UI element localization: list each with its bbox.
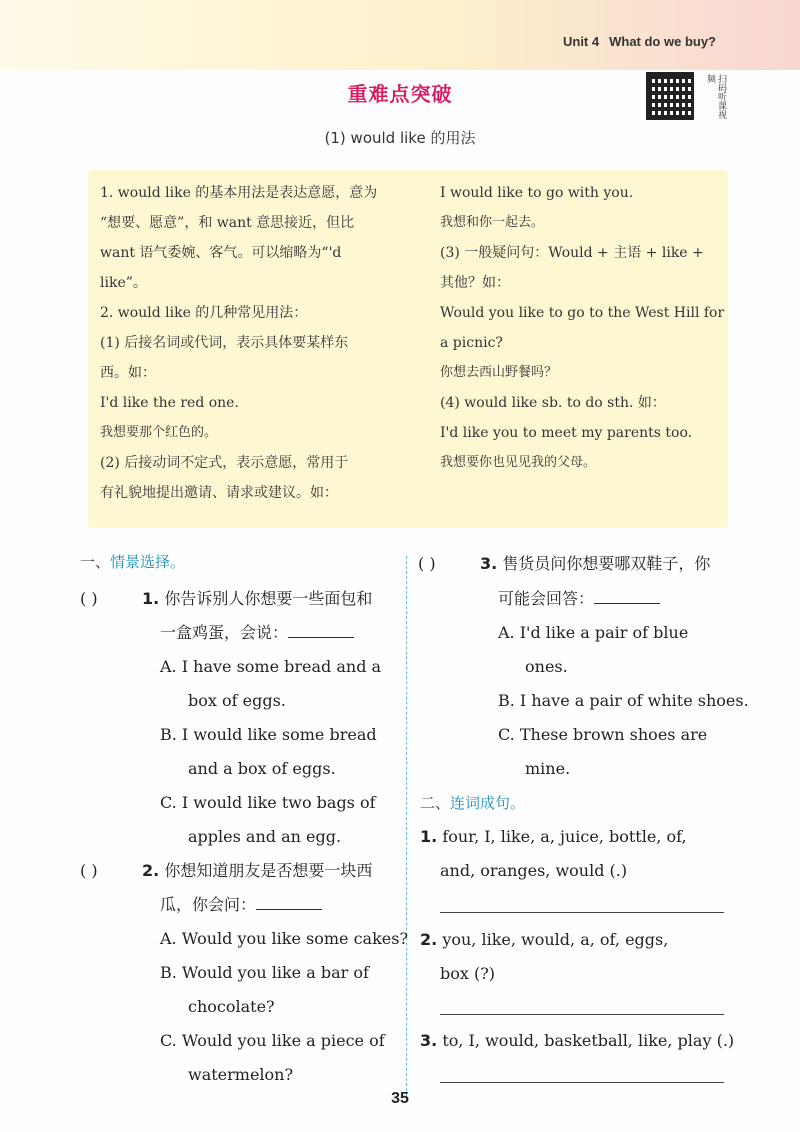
q3-option-a-cont: ones.: [525, 657, 568, 676]
answer-blank[interactable]: [256, 892, 322, 910]
question-text: 售货员问你想要哪双鞋子，你: [502, 554, 711, 573]
note-line: 你想去西山野餐吗？: [440, 365, 558, 380]
answer-blank[interactable]: [594, 586, 660, 604]
question-text: 瓜，你会问：: [160, 895, 257, 914]
note-line: 2. would like 的几种常见用法：: [100, 305, 308, 321]
note-line: 其他？如：: [440, 275, 510, 291]
notes-right-column: [440, 178, 725, 478]
q2-option-c: C. Would you like a piece of: [160, 1031, 385, 1050]
page-number: 35: [391, 1090, 409, 1107]
q3-option-c: C. These brown shoes are: [498, 725, 708, 744]
item-number: 1.: [420, 827, 438, 846]
question-2-line2: [160, 888, 322, 922]
q1-option-a-cont: box of eggs.: [188, 691, 286, 710]
note-line: 1. would like 的基本用法是表达意愿，意为: [100, 185, 378, 201]
question-1: [80, 582, 400, 616]
note-line: I'd like the red one.: [100, 395, 239, 411]
notes-left-column: [100, 178, 406, 508]
item-number: 2.: [420, 930, 438, 949]
answer-line[interactable]: [440, 912, 724, 913]
q2-option-b-cont: chocolate?: [188, 997, 275, 1016]
sentence-item-3: [420, 1024, 750, 1058]
q3-option-a: A. I'd like a pair of blue: [498, 623, 689, 642]
subtitle: (1) would like 的用法: [324, 129, 476, 147]
item-words: to, I, would, basketball, like, play (.): [442, 1031, 735, 1050]
answer-blank[interactable]: [288, 620, 354, 638]
q3-option-c-cont: mine.: [525, 759, 571, 778]
note-line: (2) 后接动词不定式，表示意愿，常用于: [100, 455, 349, 471]
sentence-item-2-cont: box (?): [440, 964, 496, 983]
part2-heading-text: 连词成句。: [450, 794, 526, 812]
sentence-item-1: [420, 820, 740, 854]
note-line: 西。如：: [100, 365, 156, 381]
question-1-line2: [160, 616, 354, 650]
q1-option-b-cont: and a box of eggs.: [188, 759, 336, 778]
note-line: I would like to go with you.: [440, 185, 634, 201]
note-line: a picnic?: [440, 335, 503, 351]
question-2: [80, 854, 400, 888]
q3-option-b: B. I have a pair of white shoes.: [498, 691, 749, 710]
note-line: (1) 后接名词或代词，表示具体要某样东: [100, 335, 349, 351]
answer-paren[interactable]: ( ): [80, 589, 98, 608]
part1-heading-num: 一、: [80, 553, 111, 571]
q1-option-b: B. I would like some bread: [160, 725, 377, 744]
item-number: 3.: [420, 1031, 438, 1050]
answer-paren[interactable]: ( ): [80, 861, 98, 880]
unit-topic: What do we buy?: [609, 34, 716, 49]
note-line: 有礼貌地提出邀请、请求或建议。如：: [100, 485, 338, 501]
column-divider: [406, 556, 407, 1096]
answer-line[interactable]: [440, 1014, 724, 1015]
question-text: 你告诉别人你想要一些面包和: [164, 589, 373, 608]
answer-paren[interactable]: ( ): [418, 554, 436, 573]
q2-option-a: A. Would you like some cakes?: [160, 929, 409, 948]
part1-heading: [80, 551, 185, 572]
note-line: I'd like you to meet my parents too.: [440, 425, 693, 441]
q2-option-c-cont: watermelon?: [188, 1065, 294, 1084]
qr-caption: 扫码听课视频: [705, 74, 726, 119]
question-3-line2: [498, 582, 660, 616]
item-words: four, I, like, a, juice, bottle, of,: [442, 827, 687, 846]
note-line: Would you like to go to the West Hill for: [440, 305, 725, 321]
note-line: want 语气委婉、客气。可以缩略为“'d: [100, 245, 342, 261]
part2-heading: [420, 792, 525, 813]
question-text: 一盒鸡蛋，会说：: [160, 623, 289, 642]
note-line: “想要、愿意”，和 want 意思接近，但比: [100, 215, 355, 231]
note-line: 我想和你一起去。: [440, 215, 545, 230]
question-number: 1.: [142, 589, 160, 608]
note-line: (3) 一般疑问句：Would + 主语 + like +: [440, 245, 704, 261]
unit-label: Unit 4: [562, 34, 600, 49]
q1-option-c: C. I would like two bags of: [160, 793, 376, 812]
sentence-item-2: [420, 923, 740, 957]
note-line: (4) would like sb. to do sth. 如：: [440, 395, 666, 411]
notes-box: [88, 170, 728, 528]
section-title: 重难点突破: [347, 82, 453, 106]
q2-option-b: B. Would you like a bar of: [160, 963, 369, 982]
part2-heading-num: 二、: [420, 794, 451, 812]
note-line: like”。: [100, 275, 147, 291]
question-number: 3.: [480, 554, 498, 573]
unit-header: [563, 34, 726, 49]
qr-code-icon[interactable]: [646, 72, 694, 120]
question-3: [418, 547, 738, 581]
sentence-item-1-cont: and, oranges, would (.): [440, 861, 628, 880]
question-text: 可能会回答：: [498, 589, 595, 608]
note-line: 我想要那个红色的。: [100, 425, 218, 440]
item-words: you, like, would, a, of, eggs,: [442, 930, 669, 949]
note-line: 我想要你也见见我的父母。: [440, 455, 597, 470]
part1-heading-text: 情景选择。: [110, 553, 186, 571]
q1-option-c-cont: apples and an egg.: [188, 827, 342, 846]
q1-option-a: A. I have some bread and a: [160, 657, 382, 676]
question-number: 2.: [142, 861, 160, 880]
answer-line[interactable]: [440, 1082, 724, 1083]
question-text: 你想知道朋友是否想要一块西: [164, 861, 373, 880]
